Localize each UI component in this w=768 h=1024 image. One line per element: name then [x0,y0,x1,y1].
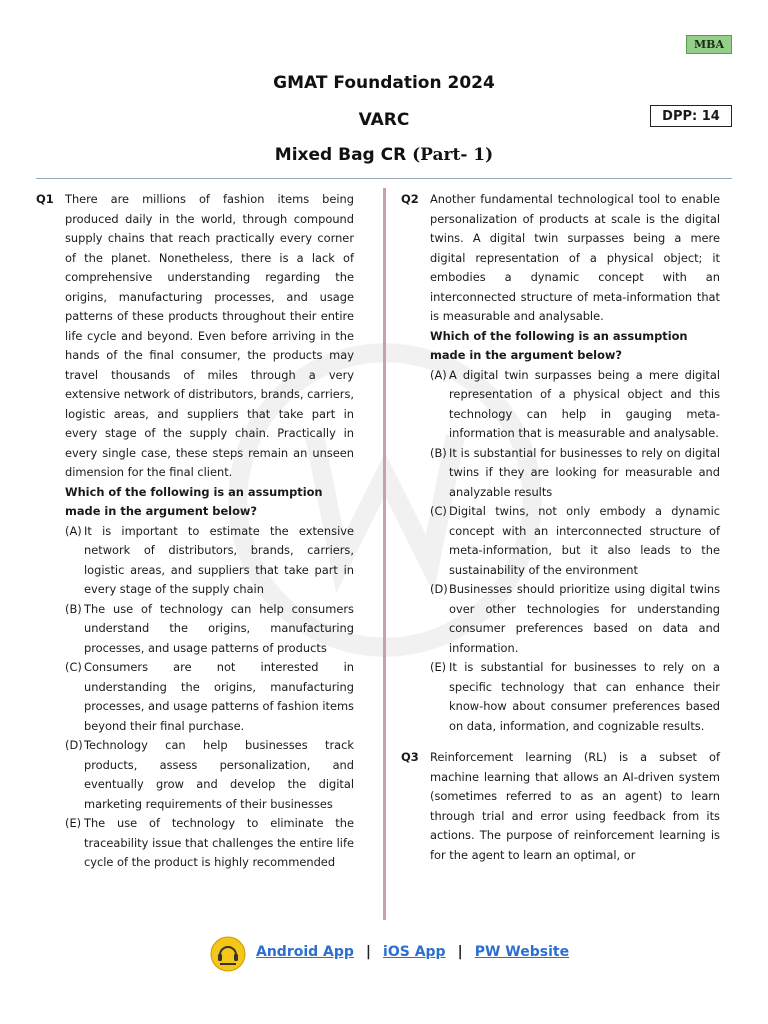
header-divider [36,178,732,179]
option-text: Consumers are not interested in understanding the origins, manufacturing processes, and usage patterns of fashion items beyond their final purchase. [84,660,354,733]
question-passage: Reinforcement learning (RL) is a subset of machine learning that allows an AI-driven system (sometimes referred to as an agent) to learn through trial and error using feedback from its actions. The purpose of reinforcement learning is for the agent to learn an optimal, or [430,750,720,862]
topic-title [0,145,768,165]
android-app-link[interactable]: Android App [256,944,354,960]
ios-app-link[interactable]: iOS App [383,944,446,960]
column-divider [383,188,386,920]
option-label: (E) [65,816,82,830]
dpp-label: DPP: 14 [650,105,732,127]
pw-website-link[interactable]: PW Website [474,944,570,960]
option-b[interactable] [65,600,354,659]
question-1 [36,190,354,873]
question-passage: Another fundamental technological tool to enable personalization of products at scale is the digital twins. A digital twin surpasses being a mere digital representation of a physical object; it embodies a dynamic concept with an interconnected structure of meta-information that is measurable and analysable. [430,192,720,323]
option-label: (D) [65,738,83,752]
question-3 [401,748,720,865]
option-d[interactable] [65,736,354,814]
subject-title: VARC [358,110,410,130]
option-label: (C) [65,660,82,674]
option-text: Digital twins, not only embody a dynamic concept with an interconnected structure of meta-information, but it also leads to the sustainability of the environment [449,504,720,577]
left-column [36,190,354,873]
question-2 [401,190,720,736]
question-stem: Which of the following is an assumption made in the argument below? [65,484,323,518]
footer-links [256,944,569,960]
option-label: (C) [430,504,447,518]
customer-service-icon [210,936,246,972]
option-text: The use of technology can help consumers understand the origins, manufacturing processes, and usage patterns of products [84,601,354,655]
mba-badge: MBA [686,35,732,54]
footer [0,936,768,972]
option-text: It is substantial for businesses to rely on digital twins if they are looking for measurable and analyzable results [449,445,720,499]
question-stem: Which of the following is an assumption made in the argument below? [430,328,688,362]
option-label: (B) [65,601,82,616]
option-e[interactable] [65,814,354,873]
topic-name: Mixed Bag CR [274,145,407,165]
option-text: The use of technology to eliminate the traceability issue that challenges the entire life cycle of the product is highly recommended [84,816,354,869]
option-label: (D) [430,582,448,596]
separator: | [457,944,463,960]
option-a[interactable] [430,366,720,444]
option-label: (B) [430,445,447,460]
option-text: It is important to estimate the extensive network of distributors, brands, carriers, logistic areas, and suppliers that take part in every stage of the supply chain [84,523,354,596]
page-title: GMAT Foundation 2024 [273,73,495,93]
option-text: A digital twin surpasses being a mere digital representation of a physical object and this technology can help in gauging meta-information that is measurable and analysable. [449,367,720,440]
option-label: (A) [430,367,447,382]
option-e[interactable] [430,658,720,736]
question-number: Q2 [401,192,419,206]
separator: | [365,944,372,960]
question-body [65,190,354,873]
option-label: (A) [65,523,82,538]
question-passage: There are millions of fashion items being produced daily in the world, through compound supply chains that reach practically every corner of the planet. Nonetheless, there is a lack of comprehensive understanding regarding the origins, manufacturing processes, and usage patterns of these products throughout their entire life cycle and beyond. Even before arriving in the hands of the final consumer, the products may travel thousands of miles through a very extensive network of distributors, brands, carriers, logistic areas, and suppliers that take part in every stage of the supply chain. Practically in every single case, these steps remain an unseen dimension for the final client. [65,192,354,479]
right-column [401,190,720,865]
option-d[interactable] [430,580,720,658]
question-number: Q1 [36,192,54,206]
question-body [430,190,720,736]
question-number: Q3 [401,750,419,764]
topic-part: (Part- 1) [412,145,494,165]
option-a[interactable] [65,522,354,600]
option-label: (E) [430,660,447,674]
option-b[interactable] [430,444,720,503]
option-c[interactable] [430,502,720,580]
option-text: Technology can help businesses track products, assess personalization, and eventually grow and develop the digital marketing requirements of their businesses [84,738,354,811]
option-text: Businesses should prioritize using digital twins over other technologies for understanding consumer preferences based on data and information. [449,582,720,655]
option-c[interactable] [65,658,354,736]
option-text: It is substantial for businesses to rely on a specific technology that can enhance their know-how about consumer preferences based on data, information, and cognizable results. [449,660,720,733]
question-body [430,748,720,865]
